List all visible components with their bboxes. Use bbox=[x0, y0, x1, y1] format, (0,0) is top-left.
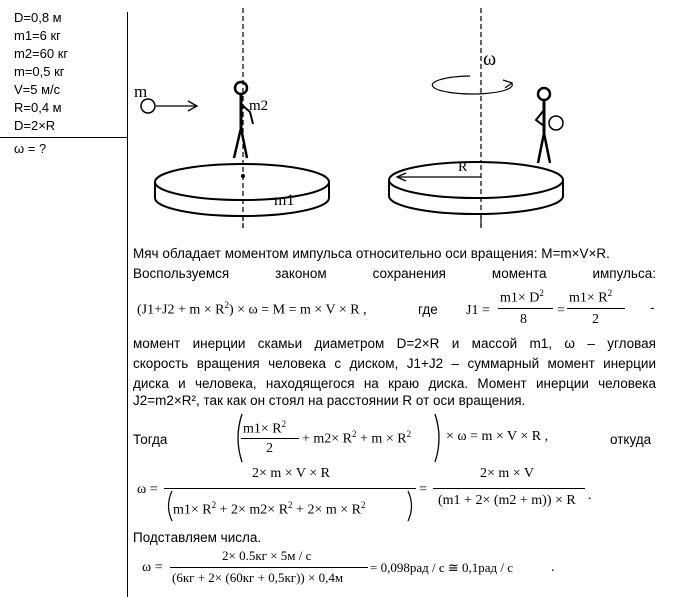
equals-sign: = bbox=[557, 303, 565, 318]
label-m1: m1 bbox=[274, 192, 295, 209]
dash: - bbox=[650, 300, 655, 315]
given-block bbox=[0, 0, 127, 597]
label-where: где bbox=[418, 302, 438, 317]
label-m2: m2 bbox=[249, 98, 269, 114]
eq4-result: = 0,098рад / с ≅ 0,1рад / с bbox=[370, 560, 514, 575]
fraction-num: $m1\times D^2$ bbox=[500, 288, 544, 306]
fraction-den: 8 bbox=[520, 312, 527, 327]
paragraph-conservation: Воспользуемся законом сохранения момента импульса: bbox=[133, 266, 656, 281]
label-m: m bbox=[134, 82, 148, 101]
fraction-den: 2 bbox=[592, 312, 599, 327]
paragraph-line: J2=m2×R², так как он стоял на расстоянии R от оси вращения. bbox=[133, 393, 526, 408]
given-line: R=0,4 м bbox=[14, 100, 62, 115]
eq2-num: $m1\times R^2$ bbox=[243, 419, 287, 437]
paragraph-angular-momentum: Мяч обладает моментом импульса относительно оси вращения: M=m×V×R. bbox=[133, 246, 610, 261]
eq2-den: 2 bbox=[266, 441, 273, 456]
eq3b-den: (m1 + 2× (m2 + m)) × R bbox=[438, 493, 576, 508]
find-line: ω = ? bbox=[14, 141, 47, 156]
label-substitute: Подставляем числа. bbox=[133, 530, 262, 545]
eq4-den: (6кг + 2× (60кг + 0,5кг)) × 0,4м bbox=[172, 570, 344, 585]
equation-j1: J1 = bbox=[466, 303, 490, 318]
label-radius: R bbox=[458, 160, 468, 175]
paragraph-line: момент инерции скамьи диаметром D=2×R и массой m1, ω – угловая bbox=[133, 336, 656, 351]
equation-conservation: $(J1+J2 + m \times R^2) \times \omega = M = m \times V \times R$ , bbox=[137, 300, 367, 318]
eq3-num: 2× m × V × R bbox=[252, 466, 331, 481]
paragraph-line: диска и человека, находящегося на краю диска. Момент инерции человека bbox=[133, 376, 656, 391]
eq4-num: 2× 0.5кг × 5м / с bbox=[222, 548, 312, 563]
given-line: m1=6 кг bbox=[14, 28, 61, 43]
given-line: D=0,8 м bbox=[14, 10, 62, 25]
period: . bbox=[551, 560, 555, 575]
omega-label: ω = bbox=[137, 482, 158, 497]
eq2-tail: × ω = m × V × R , bbox=[446, 429, 549, 444]
given-line: D=2×R bbox=[14, 118, 56, 133]
label-whence: откуда bbox=[610, 432, 652, 447]
given-find-divider bbox=[0, 137, 127, 138]
eq3-den: $m1\times R^2 + 2\times m2\times R^2 + 2\times m \times R^2$ bbox=[173, 500, 366, 518]
fraction-num: $m1\times R^2$ bbox=[569, 288, 613, 306]
given-line: V=5 м/с bbox=[14, 82, 61, 97]
given-line: m2=60 кг bbox=[14, 46, 69, 61]
period: . bbox=[588, 488, 592, 503]
paragraph-line: скорость вращения человека с диском, J1+J2 – суммарный момент инерции bbox=[133, 356, 656, 371]
equals-sign: = bbox=[419, 482, 427, 497]
eq3b-num: 2× m × V bbox=[480, 466, 535, 481]
rotating-platform-figure bbox=[128, 0, 673, 230]
eq2-rest: + $m2\times R^2 + m \times R^2$ bbox=[302, 429, 412, 447]
given-line: m=0,5 кг bbox=[14, 64, 65, 79]
label-omega: ω bbox=[483, 48, 497, 70]
omega-label-2: ω = bbox=[142, 560, 163, 575]
label-then: Тогда bbox=[133, 432, 168, 447]
